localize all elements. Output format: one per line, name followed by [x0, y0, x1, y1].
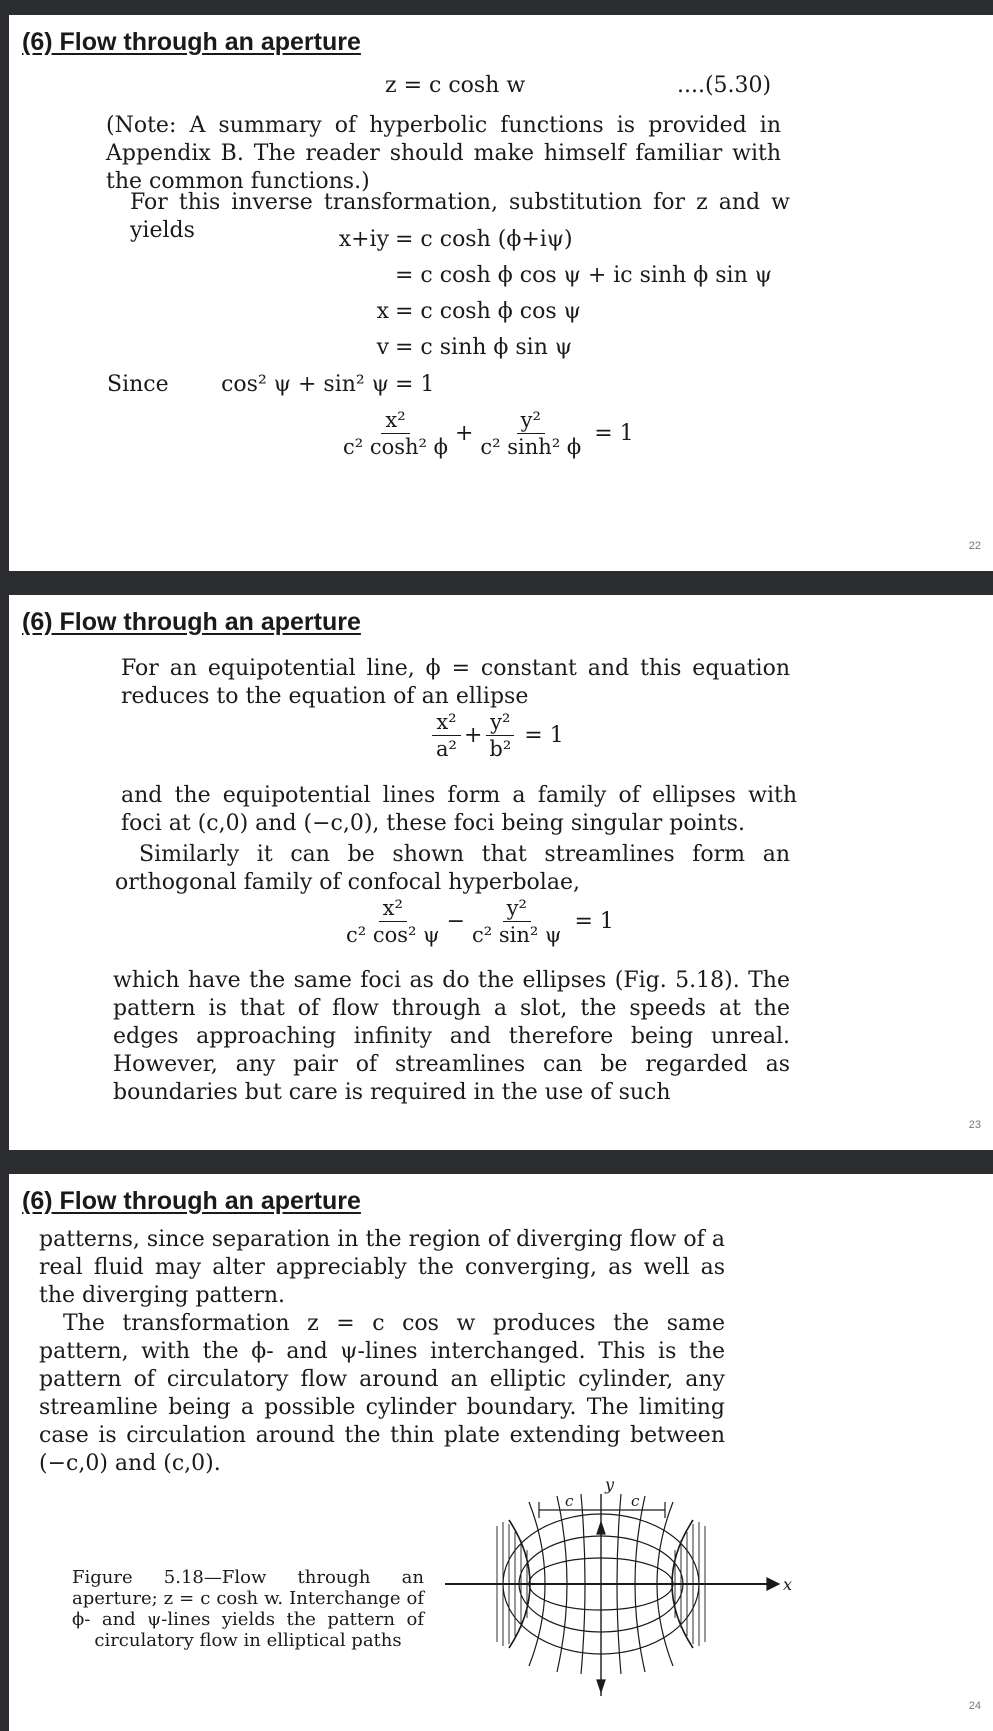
equipotential-paragraph: For an equipotential line, ϕ = constant and this equation reduces to the equation of an ellipse: [121, 656, 790, 709]
section-title: (6) Flow through an aperture: [22, 608, 361, 636]
fraction: [468, 895, 565, 948]
eq-row-5-rhs: = 1: [395, 372, 435, 397]
fraction: [476, 407, 585, 460]
numerator: y²: [503, 895, 531, 922]
denominator: c² cos² ψ: [346, 923, 440, 947]
equation-number: ....(5.30): [677, 73, 772, 98]
eq-row-3-rhs: = c cosh ϕ cos ψ: [395, 299, 581, 324]
ellipse-family-paragraph: and the equipotential lines form a family of ellipses with foci at (c,0) and (−c,0), these foci being singular points.: [121, 783, 797, 836]
slot-flow-paragraph: which have the same foci as do the ellipses (Fig. 5.18). The pattern is that of flow through a slot, the speeds at the edges approaching infinity and therefore being unreal. However, any pair of streamlines can be regarded as boundaries but care is required in the use of such: [113, 968, 790, 1105]
figure-5-18: [445, 1474, 795, 1704]
y-axis-label: y: [605, 1475, 615, 1494]
since-label: Since: [107, 372, 169, 397]
ellipse-param-equation: [336, 407, 634, 460]
page-number: 22: [968, 540, 981, 552]
c-label-left: c: [565, 1492, 574, 1510]
section-title: (6) Flow through an aperture: [22, 28, 361, 56]
eq-row-1-lhs: x+iy: [338, 227, 389, 252]
denominator: c² sinh² ϕ: [480, 435, 582, 459]
equals-one: = 1: [594, 421, 634, 446]
numerator: x²: [379, 895, 407, 922]
eq-row-2-rhs: = c cosh ϕ cos ψ + ic sinh ϕ sin ψ: [395, 263, 773, 288]
note-paragraph: (Note: A summary of hyperbolic functions is provided in Appendix B. The reader should make himself familiar with the common functions.): [106, 113, 781, 194]
page-number: 24: [968, 1700, 981, 1712]
numerator: x²: [381, 407, 409, 434]
eq-row-4-lhs: v: [376, 335, 389, 360]
equals-one: = 1: [524, 723, 564, 748]
eq-row-1-rhs: = c cosh (ϕ+iψ): [395, 227, 573, 252]
denominator: c² sin² ψ: [472, 923, 562, 947]
denominator: b²: [489, 737, 512, 761]
operator: +: [454, 421, 474, 446]
c-label-right: c: [631, 1492, 640, 1510]
separation-paragraph: patterns, since separation in the region of diverging flow of a real fluid may alter appreciably the converging, as well as the diverging pattern.: [39, 1227, 725, 1308]
hyperbolae-paragraph: Similarly it can be shown that streamlines form an orthogonal family of confocal hyperbolae,: [115, 842, 790, 895]
x-axis-label: x: [783, 1575, 793, 1594]
x-axis-arrow: [767, 1578, 779, 1590]
transformation-paragraph: The transformation z = c cos w produces the same pattern, with the ϕ- and ψ-lines interchanged. This is the pattern of circulatory flow around an elliptic cylinder, any streamline being a possible cylinder boundary. The limiting case is circulation around the thin plate extending between (−c,0) and (c,0).: [39, 1311, 725, 1476]
figure-caption: Figure 5.18—Flow through an aperture; z = c cosh w. Interchange of ϕ- and ψ-lines yields the pattern of circulatory flow in elliptical paths: [72, 1567, 424, 1651]
operator: −: [446, 909, 466, 934]
hyperbola-equation: [339, 895, 614, 948]
eq-row-5-lhs: cos² ψ + sin² ψ: [221, 372, 389, 397]
denominator: a²: [436, 737, 457, 761]
slide-page-23: [9, 595, 993, 1150]
fraction: [432, 709, 461, 762]
slide-page-22: [9, 15, 993, 571]
fraction: [339, 407, 452, 460]
fraction: [342, 895, 444, 948]
equals-one: = 1: [574, 909, 614, 934]
ellipse-equation: [429, 709, 564, 762]
denominator: c² cosh² ϕ: [343, 435, 448, 459]
numerator: x²: [432, 709, 460, 736]
flow-arrow-down: [597, 1680, 605, 1692]
intro-paragraph: For this inverse transformation, substitution for z and w yields: [130, 190, 790, 243]
slide-page-24: [9, 1174, 993, 1731]
flow-arrow-up: [597, 1522, 605, 1534]
numerator: y²: [486, 709, 514, 736]
eq-row-3-lhs: x: [376, 299, 389, 324]
operator: +: [463, 723, 483, 748]
fraction: [485, 709, 515, 762]
equation-5-30: z = c cosh w: [385, 73, 526, 98]
numerator: y²: [517, 407, 545, 434]
eq-row-4-rhs: = c sinh ϕ sin ψ: [395, 335, 573, 360]
page-number: 23: [968, 1119, 981, 1131]
section-title: (6) Flow through an aperture: [22, 1187, 361, 1215]
